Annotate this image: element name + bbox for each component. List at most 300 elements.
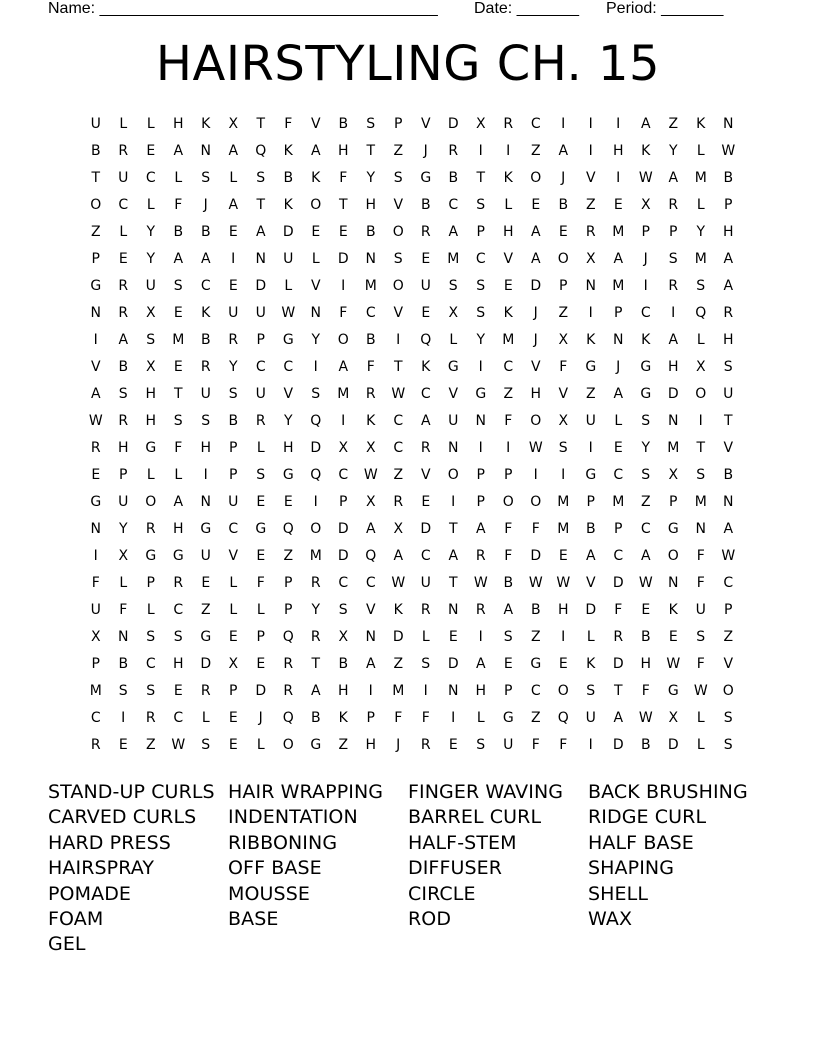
- grid-letter[interactable]: A: [503, 602, 514, 618]
- grid-letter[interactable]: E: [201, 575, 211, 591]
- grid-letter[interactable]: U: [585, 413, 596, 429]
- grid-letter[interactable]: F: [559, 359, 568, 375]
- grid-letter[interactable]: V: [723, 440, 734, 456]
- grid-letter[interactable]: S: [256, 170, 266, 186]
- grid-letter[interactable]: A: [228, 143, 239, 159]
- grid-letter[interactable]: C: [145, 656, 156, 672]
- grid-letter[interactable]: T: [91, 170, 101, 186]
- grid-letter[interactable]: Y: [311, 602, 321, 618]
- grid-letter[interactable]: X: [338, 440, 349, 456]
- grid-letter[interactable]: J: [616, 359, 621, 375]
- grid-letter[interactable]: L: [174, 170, 183, 186]
- grid-letter[interactable]: J: [258, 710, 263, 726]
- grid-letter[interactable]: K: [503, 170, 513, 186]
- grid-letter[interactable]: Q: [695, 305, 707, 321]
- grid-letter[interactable]: F: [559, 737, 568, 753]
- grid-letter[interactable]: F: [256, 575, 265, 591]
- grid-letter[interactable]: E: [146, 143, 156, 159]
- grid-letter[interactable]: B: [118, 359, 129, 375]
- grid-letter[interactable]: Y: [311, 332, 321, 348]
- grid-letter[interactable]: S: [476, 305, 486, 321]
- grid-letter[interactable]: K: [311, 170, 321, 186]
- grid-letter[interactable]: N: [255, 251, 266, 267]
- grid-letter[interactable]: N: [475, 413, 486, 429]
- grid-letter[interactable]: E: [613, 440, 623, 456]
- grid-letter[interactable]: A: [668, 170, 679, 186]
- grid-letter[interactable]: R: [283, 683, 294, 699]
- grid-letter[interactable]: R: [475, 548, 486, 564]
- grid-letter[interactable]: S: [393, 170, 403, 186]
- grid-letter[interactable]: E: [613, 197, 623, 213]
- grid-letter[interactable]: U: [145, 278, 156, 294]
- grid-letter[interactable]: A: [723, 278, 734, 294]
- grid-letter[interactable]: R: [475, 602, 486, 618]
- grid-letter[interactable]: O: [310, 197, 322, 213]
- grid-letter[interactable]: W: [473, 575, 488, 591]
- grid-letter[interactable]: A: [338, 359, 349, 375]
- grid-letter[interactable]: L: [229, 575, 238, 591]
- grid-letter[interactable]: Q: [420, 332, 432, 348]
- grid-letter[interactable]: U: [228, 494, 239, 510]
- grid-letter[interactable]: W: [721, 143, 736, 159]
- grid-letter[interactable]: J: [561, 170, 566, 186]
- grid-letter[interactable]: D: [612, 656, 624, 672]
- grid-letter[interactable]: N: [310, 305, 321, 321]
- grid-letter[interactable]: N: [723, 494, 734, 510]
- grid-letter[interactable]: P: [366, 710, 375, 726]
- grid-letter[interactable]: D: [255, 683, 267, 699]
- grid-letter[interactable]: F: [504, 413, 513, 429]
- grid-letter[interactable]: A: [585, 548, 596, 564]
- grid-letter[interactable]: S: [476, 737, 486, 753]
- grid-letter[interactable]: N: [448, 683, 459, 699]
- grid-letter[interactable]: D: [255, 278, 267, 294]
- grid-letter[interactable]: S: [503, 629, 513, 645]
- grid-letter[interactable]: Z: [530, 629, 541, 645]
- grid-letter[interactable]: F: [394, 710, 403, 726]
- grid-letter[interactable]: G: [585, 467, 597, 483]
- grid-letter[interactable]: L: [696, 197, 705, 213]
- grid-letter[interactable]: C: [448, 197, 459, 213]
- grid-letter[interactable]: A: [365, 521, 376, 537]
- grid-letter[interactable]: Z: [393, 656, 404, 672]
- grid-letter[interactable]: U: [200, 386, 211, 402]
- grid-letter[interactable]: E: [311, 224, 321, 240]
- grid-letter[interactable]: P: [614, 305, 623, 321]
- grid-letter[interactable]: B: [723, 170, 734, 186]
- grid-letter[interactable]: R: [420, 737, 431, 753]
- grid-letter[interactable]: C: [420, 386, 431, 402]
- grid-letter[interactable]: N: [668, 575, 679, 591]
- grid-letter[interactable]: H: [117, 440, 129, 456]
- grid-letter[interactable]: K: [668, 602, 678, 618]
- grid-letter[interactable]: L: [256, 737, 265, 753]
- grid-letter[interactable]: E: [256, 548, 266, 564]
- grid-letter[interactable]: R: [503, 116, 514, 132]
- grid-letter[interactable]: U: [723, 386, 734, 402]
- grid-letter[interactable]: O: [695, 386, 707, 402]
- grid-letter[interactable]: L: [229, 170, 238, 186]
- grid-letter[interactable]: P: [256, 629, 265, 645]
- grid-letter[interactable]: Z: [640, 494, 651, 510]
- grid-letter[interactable]: S: [393, 251, 403, 267]
- grid-letter[interactable]: N: [448, 440, 459, 456]
- grid-letter[interactable]: A: [723, 251, 734, 267]
- grid-letter[interactable]: V: [530, 359, 541, 375]
- grid-letter[interactable]: E: [256, 494, 266, 510]
- grid-letter[interactable]: J: [533, 305, 538, 321]
- grid-letter[interactable]: G: [310, 737, 322, 753]
- grid-letter[interactable]: C: [723, 575, 734, 591]
- grid-letter[interactable]: E: [531, 197, 541, 213]
- grid-letter[interactable]: I: [561, 629, 566, 645]
- grid-letter[interactable]: B: [283, 170, 294, 186]
- grid-letter[interactable]: N: [448, 602, 459, 618]
- grid-letter[interactable]: F: [366, 359, 375, 375]
- grid-letter[interactable]: G: [90, 278, 102, 294]
- grid-letter[interactable]: C: [200, 278, 211, 294]
- grid-letter[interactable]: K: [366, 413, 376, 429]
- grid-letter[interactable]: S: [173, 278, 183, 294]
- grid-letter[interactable]: K: [586, 332, 596, 348]
- grid-letter[interactable]: S: [146, 629, 156, 645]
- grid-letter[interactable]: F: [174, 440, 183, 456]
- grid-letter[interactable]: X: [338, 629, 349, 645]
- grid-letter[interactable]: B: [723, 467, 734, 483]
- grid-letter[interactable]: H: [145, 413, 157, 429]
- grid-letter[interactable]: E: [118, 737, 128, 753]
- grid-letter[interactable]: C: [255, 359, 266, 375]
- grid-letter[interactable]: O: [392, 224, 404, 240]
- grid-letter[interactable]: I: [478, 629, 483, 645]
- grid-letter[interactable]: S: [641, 413, 651, 429]
- grid-letter[interactable]: Z: [338, 737, 349, 753]
- grid-letter[interactable]: B: [228, 413, 239, 429]
- grid-letter[interactable]: I: [561, 467, 566, 483]
- grid-letter[interactable]: L: [696, 710, 705, 726]
- grid-letter[interactable]: Q: [365, 548, 377, 564]
- grid-letter[interactable]: O: [90, 197, 102, 213]
- grid-letter[interactable]: S: [723, 359, 733, 375]
- grid-letter[interactable]: S: [173, 413, 183, 429]
- grid-letter[interactable]: D: [585, 602, 597, 618]
- grid-letter[interactable]: I: [478, 359, 483, 375]
- grid-letter[interactable]: M: [694, 170, 707, 186]
- grid-letter[interactable]: K: [393, 602, 403, 618]
- grid-letter[interactable]: N: [723, 116, 734, 132]
- grid-letter[interactable]: G: [145, 548, 157, 564]
- grid-letter[interactable]: S: [256, 467, 266, 483]
- grid-letter[interactable]: J: [643, 251, 648, 267]
- grid-letter[interactable]: R: [228, 332, 239, 348]
- grid-letter[interactable]: B: [118, 656, 129, 672]
- grid-letter[interactable]: R: [200, 683, 211, 699]
- grid-letter[interactable]: H: [337, 683, 349, 699]
- grid-letter[interactable]: C: [640, 521, 651, 537]
- grid-letter[interactable]: T: [393, 359, 403, 375]
- grid-letter[interactable]: B: [640, 629, 651, 645]
- grid-letter[interactable]: K: [283, 197, 293, 213]
- grid-letter[interactable]: I: [231, 251, 236, 267]
- grid-letter[interactable]: Z: [393, 467, 404, 483]
- grid-letter[interactable]: K: [641, 332, 651, 348]
- grid-letter[interactable]: W: [721, 548, 736, 564]
- grid-letter[interactable]: D: [530, 548, 542, 564]
- grid-letter[interactable]: P: [476, 494, 485, 510]
- grid-letter[interactable]: F: [696, 575, 705, 591]
- grid-letter[interactable]: T: [476, 170, 486, 186]
- grid-letter[interactable]: Z: [503, 386, 514, 402]
- grid-letter[interactable]: Y: [118, 521, 128, 537]
- grid-letter[interactable]: P: [394, 116, 403, 132]
- grid-letter[interactable]: I: [588, 305, 593, 321]
- grid-letter[interactable]: R: [420, 602, 431, 618]
- grid-letter[interactable]: O: [722, 683, 734, 699]
- grid-letter[interactable]: W: [391, 575, 406, 591]
- grid-letter[interactable]: B: [448, 170, 459, 186]
- grid-letter[interactable]: B: [585, 521, 596, 537]
- grid-letter[interactable]: Z: [668, 116, 679, 132]
- grid-letter[interactable]: A: [393, 548, 404, 564]
- grid-letter[interactable]: R: [118, 143, 129, 159]
- grid-letter[interactable]: F: [339, 170, 348, 186]
- grid-letter[interactable]: A: [475, 521, 486, 537]
- grid-letter[interactable]: S: [338, 602, 348, 618]
- grid-letter[interactable]: U: [255, 305, 266, 321]
- grid-letter[interactable]: B: [200, 224, 211, 240]
- grid-letter[interactable]: L: [504, 197, 513, 213]
- grid-letter[interactable]: L: [146, 467, 155, 483]
- grid-letter[interactable]: F: [284, 116, 293, 132]
- grid-letter[interactable]: U: [90, 602, 101, 618]
- grid-letter[interactable]: L: [174, 467, 183, 483]
- grid-letter[interactable]: C: [338, 467, 349, 483]
- grid-letter[interactable]: P: [119, 467, 128, 483]
- grid-letter[interactable]: S: [201, 737, 211, 753]
- grid-letter[interactable]: W: [88, 413, 103, 429]
- grid-letter[interactable]: P: [146, 575, 155, 591]
- grid-letter[interactable]: Y: [228, 359, 238, 375]
- grid-letter[interactable]: G: [200, 629, 212, 645]
- grid-letter[interactable]: S: [696, 629, 706, 645]
- grid-letter[interactable]: G: [475, 386, 487, 402]
- grid-letter[interactable]: V: [448, 386, 459, 402]
- grid-letter[interactable]: E: [173, 683, 183, 699]
- grid-letter[interactable]: A: [530, 224, 541, 240]
- grid-letter[interactable]: C: [118, 197, 129, 213]
- grid-letter[interactable]: C: [173, 602, 184, 618]
- grid-letter[interactable]: E: [173, 359, 183, 375]
- grid-letter[interactable]: D: [337, 521, 349, 537]
- grid-letter[interactable]: G: [447, 359, 459, 375]
- grid-letter[interactable]: C: [420, 548, 431, 564]
- grid-letter[interactable]: I: [643, 278, 648, 294]
- grid-letter[interactable]: P: [614, 521, 623, 537]
- grid-letter[interactable]: L: [146, 116, 155, 132]
- grid-letter[interactable]: I: [588, 116, 593, 132]
- period-field[interactable]: Period: _______: [606, 0, 724, 17]
- grid-letter[interactable]: R: [420, 440, 431, 456]
- grid-letter[interactable]: T: [311, 656, 321, 672]
- grid-letter[interactable]: Q: [282, 629, 294, 645]
- grid-letter[interactable]: G: [145, 440, 157, 456]
- grid-letter[interactable]: H: [365, 737, 377, 753]
- grid-letter[interactable]: A: [530, 251, 541, 267]
- grid-letter[interactable]: P: [229, 440, 238, 456]
- grid-letter[interactable]: L: [421, 629, 430, 645]
- grid-letter[interactable]: C: [640, 305, 651, 321]
- grid-letter[interactable]: P: [586, 494, 595, 510]
- grid-letter[interactable]: F: [174, 197, 183, 213]
- grid-letter[interactable]: U: [90, 116, 101, 132]
- grid-letter[interactable]: X: [558, 332, 569, 348]
- grid-letter[interactable]: A: [118, 332, 129, 348]
- grid-letter[interactable]: X: [118, 548, 129, 564]
- grid-letter[interactable]: I: [506, 143, 511, 159]
- grid-letter[interactable]: R: [310, 629, 321, 645]
- grid-letter[interactable]: A: [668, 332, 679, 348]
- grid-letter[interactable]: X: [228, 656, 239, 672]
- grid-letter[interactable]: S: [311, 386, 321, 402]
- grid-letter[interactable]: C: [338, 575, 349, 591]
- grid-letter[interactable]: K: [503, 305, 513, 321]
- grid-letter[interactable]: I: [671, 305, 676, 321]
- grid-letter[interactable]: M: [694, 251, 707, 267]
- grid-letter[interactable]: B: [503, 575, 514, 591]
- grid-letter[interactable]: Z: [283, 548, 294, 564]
- grid-letter[interactable]: R: [118, 413, 129, 429]
- grid-letter[interactable]: V: [420, 467, 431, 483]
- grid-letter[interactable]: P: [641, 224, 650, 240]
- grid-letter[interactable]: R: [668, 278, 679, 294]
- grid-letter[interactable]: N: [200, 143, 211, 159]
- grid-letter[interactable]: N: [695, 521, 706, 537]
- grid-letter[interactable]: Z: [585, 386, 596, 402]
- grid-letter[interactable]: X: [585, 251, 596, 267]
- grid-letter[interactable]: P: [229, 683, 238, 699]
- grid-letter[interactable]: L: [586, 629, 595, 645]
- grid-letter[interactable]: P: [559, 278, 568, 294]
- grid-letter[interactable]: G: [502, 710, 514, 726]
- grid-letter[interactable]: A: [310, 683, 321, 699]
- grid-letter[interactable]: H: [282, 440, 294, 456]
- grid-letter[interactable]: R: [448, 143, 459, 159]
- grid-letter[interactable]: P: [91, 656, 100, 672]
- grid-letter[interactable]: I: [313, 359, 318, 375]
- grid-letter[interactable]: A: [228, 197, 239, 213]
- grid-letter[interactable]: E: [503, 656, 513, 672]
- grid-letter[interactable]: A: [475, 656, 486, 672]
- grid-letter[interactable]: M: [172, 332, 185, 348]
- grid-letter[interactable]: X: [668, 467, 679, 483]
- grid-letter[interactable]: O: [667, 548, 679, 564]
- grid-letter[interactable]: M: [612, 224, 625, 240]
- grid-letter[interactable]: I: [341, 278, 346, 294]
- grid-letter[interactable]: N: [668, 413, 679, 429]
- grid-letter[interactable]: B: [420, 197, 431, 213]
- grid-letter[interactable]: M: [612, 278, 625, 294]
- grid-letter[interactable]: L: [696, 737, 705, 753]
- grid-letter[interactable]: R: [145, 710, 156, 726]
- grid-letter[interactable]: X: [695, 359, 706, 375]
- grid-letter[interactable]: S: [173, 629, 183, 645]
- grid-letter[interactable]: A: [90, 386, 101, 402]
- grid-letter[interactable]: H: [667, 359, 679, 375]
- grid-letter[interactable]: G: [255, 521, 267, 537]
- grid-letter[interactable]: Y: [366, 170, 376, 186]
- grid-letter[interactable]: L: [119, 224, 128, 240]
- grid-letter[interactable]: P: [284, 575, 293, 591]
- grid-letter[interactable]: D: [420, 521, 432, 537]
- grid-letter[interactable]: G: [90, 494, 102, 510]
- grid-letter[interactable]: G: [667, 521, 679, 537]
- grid-letter[interactable]: D: [337, 548, 349, 564]
- grid-letter[interactable]: E: [558, 548, 568, 564]
- grid-letter[interactable]: H: [337, 143, 349, 159]
- grid-letter[interactable]: D: [447, 116, 459, 132]
- date-field[interactable]: Date: _______: [474, 0, 579, 17]
- grid-letter[interactable]: F: [531, 737, 540, 753]
- grid-letter[interactable]: F: [531, 521, 540, 537]
- grid-letter[interactable]: I: [423, 683, 428, 699]
- grid-letter[interactable]: M: [694, 494, 707, 510]
- grid-letter[interactable]: P: [504, 467, 513, 483]
- grid-letter[interactable]: R: [283, 656, 294, 672]
- grid-letter[interactable]: V: [283, 386, 294, 402]
- grid-letter[interactable]: L: [614, 413, 623, 429]
- grid-letter[interactable]: J: [533, 332, 538, 348]
- grid-letter[interactable]: F: [119, 602, 128, 618]
- grid-letter[interactable]: V: [558, 386, 569, 402]
- grid-letter[interactable]: S: [366, 116, 376, 132]
- grid-letter[interactable]: Y: [146, 224, 156, 240]
- grid-letter[interactable]: F: [339, 305, 348, 321]
- grid-letter[interactable]: L: [229, 602, 238, 618]
- grid-letter[interactable]: E: [503, 278, 513, 294]
- grid-letter[interactable]: E: [558, 224, 568, 240]
- grid-letter[interactable]: D: [530, 278, 542, 294]
- grid-letter[interactable]: S: [118, 386, 128, 402]
- grid-letter[interactable]: I: [121, 710, 126, 726]
- grid-letter[interactable]: A: [173, 494, 184, 510]
- grid-letter[interactable]: X: [145, 359, 156, 375]
- grid-letter[interactable]: C: [530, 683, 541, 699]
- grid-letter[interactable]: B: [558, 197, 569, 213]
- grid-letter[interactable]: A: [640, 116, 651, 132]
- grid-letter[interactable]: O: [310, 521, 322, 537]
- grid-letter[interactable]: H: [722, 224, 734, 240]
- grid-letter[interactable]: F: [641, 683, 650, 699]
- grid-letter[interactable]: W: [281, 305, 296, 321]
- grid-letter[interactable]: U: [283, 251, 294, 267]
- grid-letter[interactable]: C: [393, 413, 404, 429]
- grid-letter[interactable]: E: [421, 305, 431, 321]
- grid-letter[interactable]: I: [478, 440, 483, 456]
- grid-letter[interactable]: E: [228, 710, 238, 726]
- grid-letter[interactable]: J: [203, 197, 208, 213]
- grid-letter[interactable]: H: [172, 116, 184, 132]
- grid-letter[interactable]: M: [309, 548, 322, 564]
- grid-letter[interactable]: D: [667, 386, 679, 402]
- grid-letter[interactable]: S: [118, 683, 128, 699]
- grid-letter[interactable]: T: [366, 143, 376, 159]
- grid-letter[interactable]: E: [283, 494, 293, 510]
- grid-letter[interactable]: I: [451, 710, 456, 726]
- grid-letter[interactable]: M: [392, 683, 405, 699]
- grid-letter[interactable]: X: [640, 197, 651, 213]
- grid-letter[interactable]: I: [203, 467, 208, 483]
- grid-letter[interactable]: A: [558, 143, 569, 159]
